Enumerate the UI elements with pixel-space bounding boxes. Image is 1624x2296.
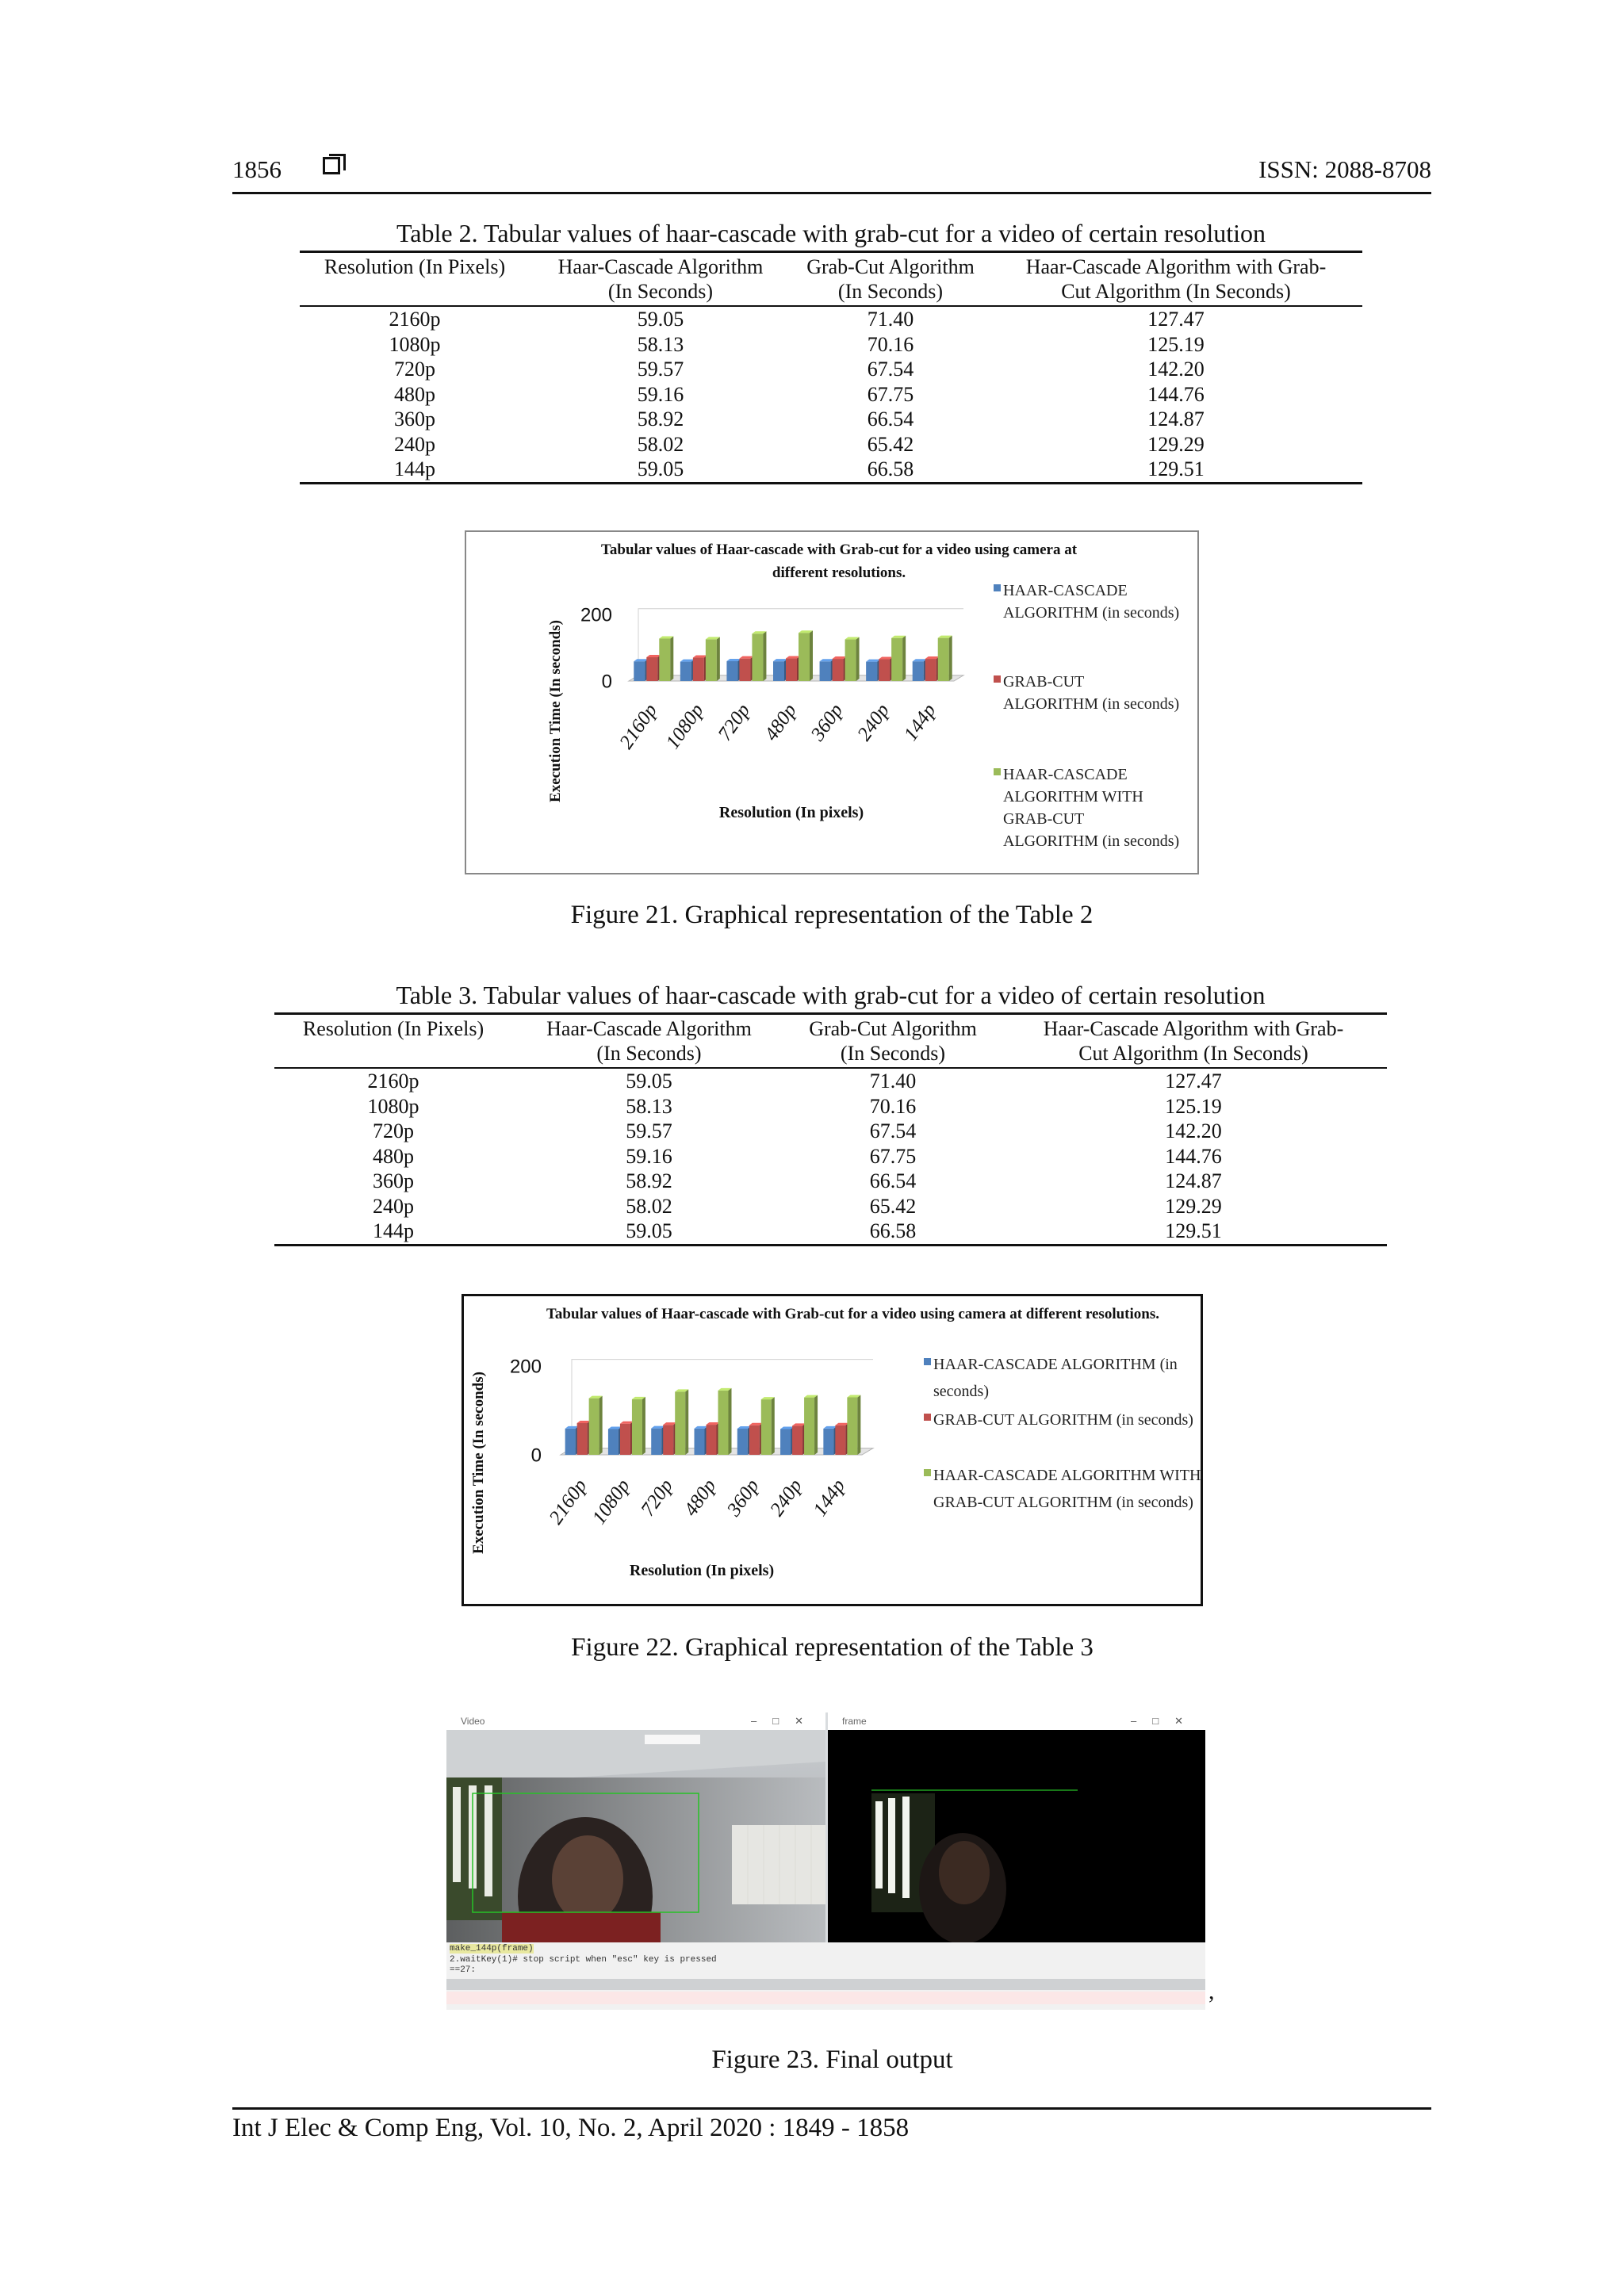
bar-front [646,657,657,681]
table-cell: 67.75 [869,1144,917,1168]
chart-title: Tabular values of Haar-cascade with Grab-cut for a video using camera at [600,541,1078,558]
table-cell: 58.13 [626,1094,672,1118]
bar-side [670,636,673,681]
table-cell: 125.19 [1147,332,1205,356]
bar-front [707,1425,717,1455]
y-tick-label: 200 [580,604,612,626]
bar-side [685,1389,688,1455]
table-row [300,382,1362,408]
table-row [274,1094,1387,1119]
bar [577,1421,591,1455]
y-axis-label: Execution Time (In seconds) [547,620,564,802]
table3-body [274,1068,1387,1245]
bar-side [599,1396,603,1455]
table-cell: 720p [394,358,435,381]
column-header [512,1014,786,1069]
table-row [274,1194,1387,1219]
bar-front [693,658,704,681]
bar-front [913,661,924,681]
figure21-chart [465,530,1199,874]
bar [659,636,673,681]
bar-front [749,1425,760,1455]
table-cell: 124.87 [1165,1169,1222,1193]
table-cell: 59.05 [637,457,684,481]
final-output-screenshot [446,1712,1205,2010]
bar-front [589,1399,599,1455]
bar-front [833,659,844,681]
bar-front [847,1397,857,1455]
bar-side [642,1397,645,1455]
bar [752,631,766,681]
bar-front [752,633,763,681]
table-cell: 1080p [389,332,441,356]
bar [680,660,695,681]
legend-swatch [924,1469,931,1476]
bar-front [632,1399,642,1455]
bar-front [938,638,949,681]
bar [589,1396,603,1455]
x-tick-label: 480p [760,699,801,745]
video-window-title: Video [461,1716,485,1727]
bar-front [845,640,856,681]
bar-front [761,1399,772,1455]
figure21-chart-svg [466,532,1197,873]
x-tick-label: 2160p [545,1475,592,1529]
table2-caption: Table 2. Tabular values of haar-cascade with grab-cut for a video of certain resolution [396,219,1266,247]
table-cell: 70.16 [869,1094,917,1118]
bar [707,1422,720,1455]
legend-label: ALGORITHM (in seconds) [1003,832,1180,850]
y-axis-label: Execution Time (In seconds) [470,1372,487,1554]
issn: ISSN: 2088-8708 [1258,155,1431,183]
table-cell: 58.92 [626,1169,672,1193]
bar-front [792,1425,802,1455]
bar-front [718,1391,729,1455]
table-cell: 66.54 [869,1169,917,1193]
bar [845,637,860,681]
bar-front [706,639,717,681]
column-header-line: Grab-Cut Algorithm [806,255,975,278]
column-header-line: Haar-Cascade Algorithm with Grab- [1043,1017,1344,1040]
table-row [300,332,1362,358]
bar [634,659,648,681]
table-cell: 59.05 [637,308,684,331]
legend-swatch [924,1358,931,1365]
table-cell: 66.54 [867,408,914,431]
table-cell: 58.02 [637,432,684,456]
column-header-line: Cut Algorithm (In Seconds) [1061,280,1291,303]
bar-front [866,662,877,681]
table-cell: 124.87 [1147,408,1205,431]
x-tick-label: 720p [637,1475,678,1521]
x-tick-label: 720p [714,699,755,745]
x-tick-label: 360p [806,699,848,745]
bar [792,1423,806,1455]
legend-swatch [994,675,1001,683]
table3-header [274,1014,1387,1069]
table-cell: 59.57 [637,358,684,381]
table-cell: 58.02 [626,1194,672,1218]
x-tick-label: 1080p [661,699,708,753]
column-header-line: (In Seconds) [837,280,944,303]
bar [608,1426,622,1455]
table-row [274,1219,1387,1245]
bar-front [608,1429,619,1455]
window-controls-icon: –□✕ [751,1715,819,1727]
table-cell: 127.47 [1165,1070,1222,1093]
bar [925,656,940,681]
x-tick-label: 240p [766,1475,807,1521]
column-header [530,252,791,307]
bar [835,1423,848,1455]
bar-front [651,1429,661,1455]
table-cell: 240p [373,1194,414,1218]
bar-front [634,661,645,681]
bar-front [737,1429,748,1455]
bar [693,656,707,681]
table-cell: 129.29 [1165,1194,1222,1218]
column-header [791,252,990,307]
column-header-line: Haar-Cascade Algorithm [557,255,764,278]
bar [565,1426,579,1455]
footer-rule [232,2107,1431,2110]
bar [820,659,834,681]
webcam-frame-image [446,1730,825,1942]
grabcut-output-image [828,1730,1205,1942]
bar [799,630,813,681]
legend-label: GRAB-CUT [1003,673,1085,691]
table-row [300,357,1362,382]
table-cell: 1080p [367,1094,419,1118]
table-cell: 129.29 [1147,432,1205,456]
table-row [274,1144,1387,1169]
column-header-line: Haar-Cascade Algorithm with Grab- [1025,255,1327,278]
bar [620,1422,634,1455]
column-header-line: (In Seconds) [607,280,714,303]
x-tick-label: 144p [899,699,940,745]
column-header [274,1014,512,1069]
table-cell: 67.54 [867,358,914,381]
legend-label: HAAR-CASCADE ALGORITHM WITH [933,1467,1201,1484]
table-cell: 144.76 [1147,382,1205,406]
bar [726,659,741,681]
legend-swatch [994,768,1001,775]
table-cell: 144p [394,457,435,481]
bar [706,637,720,681]
code-editor-strip [446,1942,1205,2010]
bar [761,1397,775,1455]
table-row [274,1119,1387,1144]
header-rule [232,192,1431,194]
frame-window [828,1712,1205,1942]
bar [695,1426,708,1455]
bar-front [773,661,784,681]
bar [718,1388,732,1455]
table3 [274,1012,1387,1246]
x-tick-label: 144p [809,1475,850,1521]
bar-side [810,630,813,681]
table-cell: 144p [373,1219,414,1243]
table-cell: 2160p [389,308,441,331]
table-cell: 66.58 [869,1219,917,1243]
bar [773,659,787,681]
bar-side [857,1395,860,1455]
trailing-comma: , [1208,1978,1215,2004]
x-tick-label: 360p [722,1475,764,1521]
table-cell: 58.13 [637,332,684,356]
table-cell: 360p [373,1169,414,1193]
table-cell: 67.75 [867,382,914,406]
code-line: 2.waitKey(1)# stop script when "esc" key is pressed [450,1955,717,1965]
table-row [274,1169,1387,1194]
table-cell: 65.42 [867,432,914,456]
table-row [274,1068,1387,1094]
y-tick-label: 0 [530,1445,542,1467]
bar-front [565,1429,576,1455]
table-cell: 240p [394,432,435,456]
bar [804,1395,818,1455]
figure23-caption: Figure 23. Final output [711,2045,953,2074]
bar-side [814,1395,818,1455]
legend-label: ALGORITHM (in seconds) [1003,604,1180,622]
x-tick-label: 2160p [615,699,662,753]
figure21-caption: Figure 21. Graphical representation of the Table 2 [570,901,1094,929]
bar-front [835,1425,845,1455]
legend-label: seconds) [933,1383,989,1400]
table-cell: 144.76 [1165,1144,1222,1168]
bar-side [772,1397,775,1455]
bar-front [891,638,902,681]
bar [675,1389,688,1455]
table-cell: 125.19 [1165,1094,1222,1118]
column-header [990,252,1362,307]
chart-title: different resolutions. [772,564,906,581]
table-cell: 142.20 [1165,1119,1222,1143]
code-line: ==27: [450,1965,477,1975]
bar-front [799,633,810,681]
status-bar [446,1979,1205,1990]
legend-label: HAAR-CASCADE [1003,766,1128,783]
bar [632,1397,645,1455]
figure22-chart-svg [464,1296,1201,1604]
x-tick-label: 240p [853,699,894,745]
bar-side [856,637,860,681]
bar-front [577,1423,588,1455]
bar [938,636,952,681]
bar [891,636,906,681]
window-controls-icon: –□✕ [1131,1715,1199,1727]
checkbox-glyph-icon [323,157,340,174]
column-header-line: Resolution (In Pixels) [302,1017,485,1040]
column-header-line: Cut Algorithm (In Seconds) [1078,1042,1308,1065]
table-cell: 59.16 [637,382,684,406]
bar-front [659,638,670,681]
column-header-line: (In Seconds) [840,1042,946,1065]
bar [879,657,893,681]
column-header-line: (In Seconds) [596,1042,702,1065]
table-cell: 720p [373,1119,414,1143]
bar [663,1422,676,1455]
table-cell: 59.05 [626,1219,672,1243]
bar [739,656,753,681]
legend-label: HAAR-CASCADE [1003,582,1128,599]
bar-side [717,637,720,681]
table2-body [300,306,1362,483]
bar-front [780,1429,791,1455]
table-cell: 129.51 [1165,1219,1222,1243]
table-row [300,432,1362,457]
table2 [300,251,1362,484]
video-window [446,1712,825,1942]
code-line: make_144p(frame) [450,1944,534,1954]
bar-front [675,1391,685,1455]
table-cell: 70.16 [867,332,914,356]
bar-front [680,662,691,681]
output-bar [446,1992,1205,2004]
legend-swatch [994,584,1001,591]
legend-label: GRAB-CUT ALGORITHM (in seconds) [933,1411,1193,1429]
bar [833,656,847,681]
column-header-line: Grab-Cut Algorithm [809,1017,977,1040]
bar-front [739,659,750,681]
table-cell: 58.92 [637,408,684,431]
table-cell: 65.42 [869,1194,917,1218]
bar-front [663,1425,673,1455]
table-cell: 480p [373,1144,414,1168]
column-header [1000,1014,1387,1069]
y-tick-label: 200 [509,1356,542,1378]
bar [749,1423,763,1455]
x-tick-label: 480p [680,1475,721,1521]
table-cell: 129.51 [1147,457,1205,481]
column-header-line: Resolution (In Pixels) [324,255,506,278]
column-header-line [278,1041,509,1066]
bar [737,1426,751,1455]
bar [823,1426,837,1455]
table-cell: 59.16 [626,1144,672,1168]
legend-label: ALGORITHM WITH [1003,788,1143,806]
bar-front [620,1424,630,1455]
column-header-line [303,279,527,304]
video-window-titlebar [446,1712,825,1730]
chart-title: Tabular values of Haar-cascade with Grab-cut for a video using camera at different resolutions. [546,1306,1159,1322]
table-cell: 71.40 [869,1070,917,1093]
table2-header [300,252,1362,307]
table-cell: 66.58 [867,457,914,481]
table-cell: 127.47 [1147,308,1205,331]
legend-label: GRAB-CUT ALGORITHM (in seconds) [933,1494,1193,1511]
table-row [300,407,1362,432]
bar-front [820,661,831,681]
bar [786,656,800,681]
bar-front [786,659,797,681]
table-cell: 71.40 [867,308,914,331]
bar-side [763,631,766,681]
bar-front [823,1429,833,1455]
x-axis-label: Resolution (In pixels) [718,804,864,821]
x-axis-label: Resolution (In pixels) [629,1562,775,1579]
table-cell: 67.54 [869,1119,917,1143]
table3-caption: Table 3. Tabular values of haar-cascade with grab-cut for a video of certain resolution [396,981,1266,1009]
bar-front [695,1429,705,1455]
column-header-line: Haar-Cascade Algorithm [546,1017,752,1040]
bar-side [949,636,952,681]
bar-front [804,1398,814,1455]
figure22-chart [462,1294,1203,1606]
legend-label: ALGORITHM (in seconds) [1003,695,1180,713]
bar-front [879,660,890,681]
column-header [300,252,530,307]
figure22-caption: Figure 22. Graphical representation of the Table 3 [571,1633,1094,1662]
table-cell: 2160p [367,1070,419,1093]
frame-window-title: frame [842,1716,867,1727]
bar [866,660,880,681]
table-cell: 360p [394,408,435,431]
frame-window-titlebar [828,1712,1205,1730]
bar-side [729,1388,732,1455]
footer-citation: Int J Elec & Comp Eng, Vol. 10, No. 2, April 2020 : 1849 - 1858 [232,2114,910,2142]
bar [651,1426,665,1455]
page-number: 1856 [232,155,282,183]
legend-label: GRAB-CUT [1003,810,1085,828]
table-cell: 142.20 [1147,358,1205,381]
x-tick-label: 1080p [588,1475,634,1529]
bar [780,1427,794,1455]
legend-label: HAAR-CASCADE ALGORITHM (in [933,1356,1178,1373]
y-tick-label: 0 [601,671,612,693]
table-row [300,457,1362,483]
bar-side [902,636,906,681]
bar [646,655,661,681]
table-cell: 59.05 [626,1070,672,1093]
table-cell: 480p [394,382,435,406]
bar [847,1395,860,1455]
bar [913,659,927,681]
bar-front [925,659,936,681]
table-cell: 59.57 [626,1119,672,1143]
bar-front [726,661,737,681]
table-row [300,306,1362,332]
legend-swatch [924,1414,931,1421]
column-header [786,1014,1000,1069]
